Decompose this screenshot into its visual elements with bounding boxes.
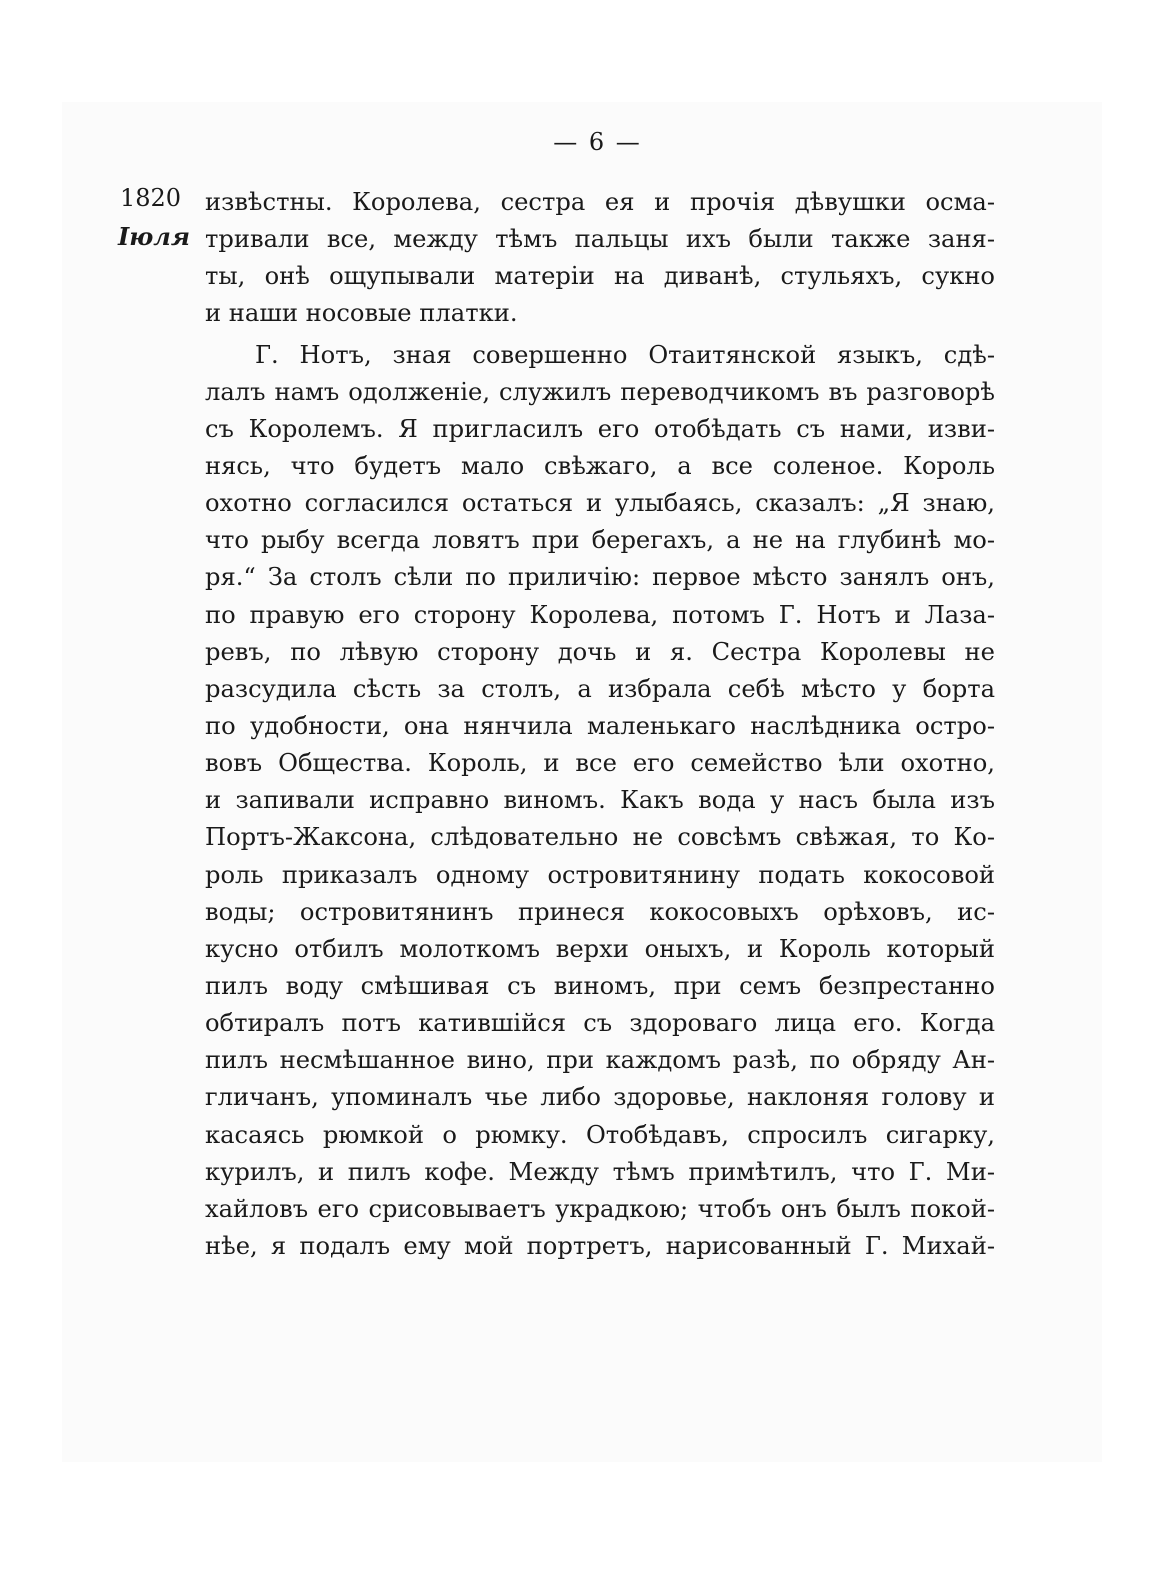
text-line: тривали все, между тѣмъ пальцы ихъ были также заня- (205, 225, 995, 254)
page-number: — 6 — (553, 128, 642, 156)
text-line: касаясь рюмкой о рюмку. Отобѣдавъ, спросилъ сигарку, (205, 1120, 995, 1149)
margin-note-year: 1820 (120, 184, 182, 212)
text-line: пилъ несмѣшанное вино, при каждомъ разѣ, по обряду Ан- (205, 1046, 995, 1075)
text-line: нѣе, я подалъ ему мой портретъ, нарисованный Г. Михай- (205, 1231, 995, 1260)
margin-note-month: Іюля (118, 222, 190, 251)
text-line: по правую его сторону Королева, потомъ Г. Нотъ и Лаза- (205, 600, 995, 629)
text-line: и запивали исправно виномъ. Какъ вода у насъ была изъ (205, 786, 995, 815)
paragraph-1 (205, 184, 995, 333)
text-line: по удобности, она нянчила маленькаго наслѣдника остро- (205, 711, 995, 740)
text-line: что рыбу всегда ловятъ при берегахъ, а не на глубинѣ мо- (205, 526, 995, 555)
body-text (205, 184, 995, 1265)
text-line: пилъ воду смѣшивая съ виномъ, при семъ безпрестанно (205, 971, 995, 1000)
text-line: ты, онѣ ощупывали матеріи на диванѣ, стульяхъ, сукно (205, 262, 995, 291)
text-line: вовъ Общества. Король, и все его семейство ѣли охотно, (205, 749, 995, 778)
text-line: лалъ намъ одолженіе, служилъ переводчикомъ въ разговорѣ (205, 377, 995, 406)
text-line: нясь, что будетъ мало свѣжаго, а все соленое. Король (205, 451, 995, 480)
text-line: разсудила сѣсть за столъ, а избрала себѣ мѣсто у борта (205, 674, 995, 703)
text-line: гличанъ, упоминалъ чье либо здоровье, наклоняя голову и (205, 1083, 995, 1112)
text-line: ревъ, по лѣвую сторону дочь и я. Сестра Королевы не (205, 637, 995, 666)
text-line: Г. Нотъ, зная совершенно Отаитянской языкъ, сдѣ- (255, 340, 995, 369)
text-line: ря.“ За столъ сѣли по приличію: первое мѣсто занялъ онъ, (205, 563, 995, 592)
text-line: и наши носовые платки. (205, 299, 518, 328)
paragraph-2 (205, 337, 995, 1266)
text-line: воды; островитянинъ принеся кокосовыхъ орѣховъ, ис- (205, 897, 995, 926)
text-line: роль приказалъ одному островитянину подать кокосовой (205, 860, 995, 889)
text-line: хайловъ его срисовываетъ украдкою; чтобъ онъ былъ покой- (205, 1194, 995, 1223)
text-line: извѣстны. Королева, сестра ея и прочія дѣвушки осма- (205, 188, 995, 216)
text-line: кусно отбилъ молоткомъ верхи оныхъ, и Король который (205, 934, 995, 963)
text-line: Портъ-Жаксона, слѣдовательно не совсѣмъ свѣжая, то Ко- (205, 823, 995, 852)
text-line: охотно согласился остаться и улыбаясь, сказалъ: „Я знаю, (205, 489, 995, 518)
text-line: курилъ, и пилъ кофе. Между тѣмъ примѣтилъ, что Г. Ми- (205, 1157, 995, 1186)
text-line: съ Королемъ. Я пригласилъ его отобѣдать съ нами, изви- (205, 414, 995, 443)
text-line: обтиралъ потъ катившійся съ здороваго лица его. Когда (205, 1009, 995, 1038)
